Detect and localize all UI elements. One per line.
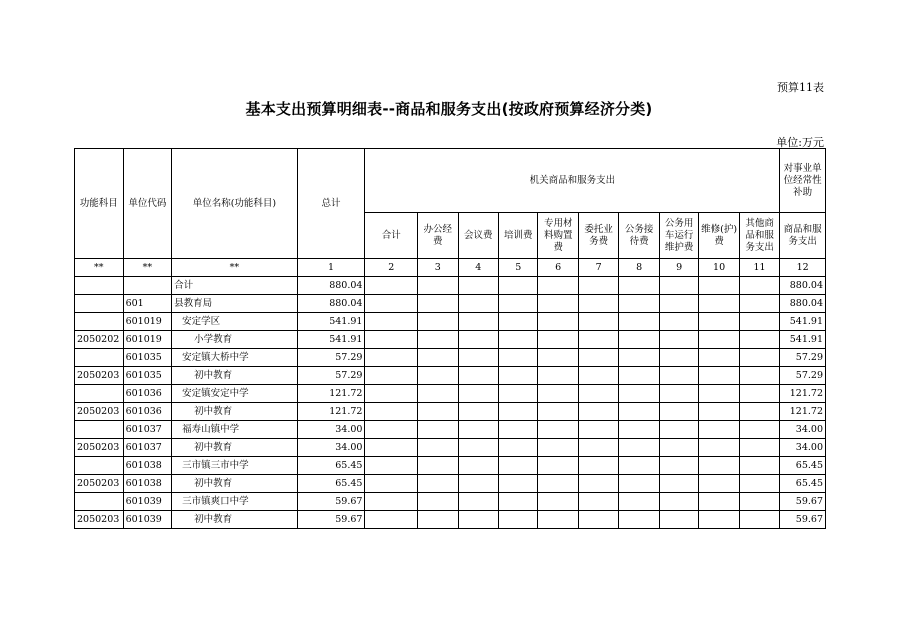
index-cell: 11: [739, 259, 780, 277]
table-row: [75, 331, 826, 349]
cell-goods: 880.04: [780, 295, 826, 313]
cell-empty: [365, 367, 418, 385]
cell-unit-name: 县教育局: [172, 295, 297, 313]
cell-empty: [499, 457, 538, 475]
cell-unit-name: 安定镇安定中学: [172, 385, 297, 403]
cell-empty: [499, 475, 538, 493]
col-header-entrust: 委托业务费: [578, 213, 618, 259]
cell-empty: [418, 349, 458, 367]
cell-empty: [739, 313, 780, 331]
cell-empty: [699, 493, 739, 511]
cell-empty: [499, 403, 538, 421]
cell-empty: [538, 349, 578, 367]
cell-unit-code: 601036: [123, 403, 172, 421]
cell-empty: [458, 511, 498, 529]
cell-empty: [659, 277, 698, 295]
cell-empty: [739, 385, 780, 403]
col-header-office: 办公经费: [418, 213, 458, 259]
header-row-1: [75, 149, 826, 213]
cell-empty: [538, 277, 578, 295]
col-header-meeting: 会议费: [458, 213, 498, 259]
cell-goods: 34.00: [780, 421, 826, 439]
cell-empty: [619, 511, 659, 529]
cell-empty: [578, 493, 618, 511]
cell-empty: [365, 349, 418, 367]
cell-empty: [578, 385, 618, 403]
cell-empty: [418, 313, 458, 331]
cell-unit-code: 601037: [123, 439, 172, 457]
cell-empty: [739, 421, 780, 439]
table-row: [75, 295, 826, 313]
cell-unit-name: 安定镇大桥中学: [172, 349, 297, 367]
cell-total: 57.29: [297, 349, 365, 367]
col-header-other: 其他商品和服务支出: [739, 213, 780, 259]
cell-goods: 121.72: [780, 403, 826, 421]
cell-empty: [619, 493, 659, 511]
cell-empty: [578, 475, 618, 493]
cell-empty: [538, 367, 578, 385]
cell-empty: [499, 421, 538, 439]
cell-unit-code: [123, 277, 172, 295]
cell-empty: [418, 367, 458, 385]
cell-empty: [659, 421, 698, 439]
cell-goods: 59.67: [780, 511, 826, 529]
cell-goods: 121.72: [780, 385, 826, 403]
table-row: [75, 475, 826, 493]
cell-empty: [499, 295, 538, 313]
cell-unit-name: 福寿山镇中学: [172, 421, 297, 439]
cell-empty: [699, 457, 739, 475]
cell-empty: [659, 331, 698, 349]
cell-empty: [619, 349, 659, 367]
cell-empty: [418, 511, 458, 529]
index-cell: 4: [458, 259, 498, 277]
cell-unit-code: 601039: [123, 511, 172, 529]
cell-empty: [538, 511, 578, 529]
index-cell: **: [75, 259, 124, 277]
cell-unit-name: 小学教育: [172, 331, 297, 349]
cell-empty: [458, 367, 498, 385]
cell-empty: [578, 439, 618, 457]
cell-empty: [578, 295, 618, 313]
table-row: [75, 367, 826, 385]
cell-unit-code: 601037: [123, 421, 172, 439]
cell-func-code: [75, 277, 124, 295]
cell-empty: [418, 493, 458, 511]
cell-unit-code: 601035: [123, 349, 172, 367]
cell-empty: [739, 493, 780, 511]
cell-empty: [499, 367, 538, 385]
cell-empty: [458, 385, 498, 403]
cell-unit-name: 初中教育: [172, 475, 297, 493]
cell-empty: [619, 457, 659, 475]
cell-empty: [458, 493, 498, 511]
cell-empty: [578, 349, 618, 367]
cell-empty: [458, 403, 498, 421]
cell-empty: [499, 331, 538, 349]
cell-empty: [619, 421, 659, 439]
index-cell: 12: [780, 259, 826, 277]
cell-empty: [578, 511, 618, 529]
cell-total: 121.72: [297, 385, 365, 403]
cell-unit-code: 601039: [123, 493, 172, 511]
cell-empty: [499, 493, 538, 511]
col-header-reception: 公务接待费: [619, 213, 659, 259]
cell-empty: [659, 295, 698, 313]
cell-empty: [578, 331, 618, 349]
cell-empty: [418, 403, 458, 421]
index-cell: **: [172, 259, 297, 277]
index-cell: **: [123, 259, 172, 277]
cell-empty: [699, 313, 739, 331]
cell-total: 121.72: [297, 403, 365, 421]
page-title: 基本支出预算明细表--商品和服务支出(按政府预算经济分类): [245, 100, 653, 118]
cell-empty: [619, 331, 659, 349]
cell-empty: [578, 403, 618, 421]
cell-empty: [659, 493, 698, 511]
cell-empty: [418, 277, 458, 295]
cell-unit-code: 601035: [123, 367, 172, 385]
cell-empty: [365, 277, 418, 295]
cell-empty: [578, 367, 618, 385]
cell-empty: [659, 511, 698, 529]
cell-total: 57.29: [297, 367, 365, 385]
cell-goods: 59.67: [780, 493, 826, 511]
cell-empty: [659, 457, 698, 475]
cell-func-code: 2050203: [75, 511, 124, 529]
cell-empty: [699, 511, 739, 529]
cell-unit-name: 三市镇爽口中学: [172, 493, 297, 511]
cell-empty: [499, 385, 538, 403]
col-header-goods: 商品和服务支出: [780, 213, 826, 259]
cell-empty: [418, 439, 458, 457]
cell-unit-code: 601036: [123, 385, 172, 403]
cell-empty: [418, 331, 458, 349]
table-row: [75, 349, 826, 367]
cell-goods: 57.29: [780, 367, 826, 385]
cell-unit-code: 601038: [123, 475, 172, 493]
col-header-unit-name: 单位名称(功能科目): [172, 149, 297, 259]
cell-unit-name: 三市镇三市中学: [172, 457, 297, 475]
cell-empty: [578, 421, 618, 439]
cell-total: 34.00: [297, 439, 365, 457]
cell-unit-name: 初中教育: [172, 439, 297, 457]
cell-empty: [739, 511, 780, 529]
cell-func-code: 2050203: [75, 475, 124, 493]
cell-empty: [499, 349, 538, 367]
cell-empty: [365, 295, 418, 313]
cell-empty: [619, 385, 659, 403]
cell-empty: [499, 511, 538, 529]
cell-func-code: 2050202: [75, 331, 124, 349]
index-cell: 2: [365, 259, 418, 277]
cell-empty: [538, 295, 578, 313]
cell-total: 541.91: [297, 313, 365, 331]
cell-unit-code: 601019: [123, 313, 172, 331]
cell-total: 65.45: [297, 457, 365, 475]
cell-empty: [699, 331, 739, 349]
cell-total: 880.04: [297, 295, 365, 313]
cell-empty: [619, 475, 659, 493]
cell-empty: [699, 367, 739, 385]
form-number: 预算11表: [777, 81, 824, 94]
cell-empty: [458, 277, 498, 295]
cell-empty: [578, 457, 618, 475]
cell-empty: [365, 331, 418, 349]
cell-empty: [739, 475, 780, 493]
cell-empty: [659, 349, 698, 367]
col-header-group-sub: 对事业单位经常性补助: [780, 149, 826, 213]
unit-label: 单位:万元: [776, 136, 824, 149]
index-cell: 5: [499, 259, 538, 277]
cell-goods: 57.29: [780, 349, 826, 367]
col-header-heji: 合计: [365, 213, 418, 259]
cell-empty: [365, 475, 418, 493]
cell-empty: [699, 475, 739, 493]
cell-empty: [538, 385, 578, 403]
cell-empty: [659, 367, 698, 385]
cell-unit-name: 安定学区: [172, 313, 297, 331]
budget-table: [74, 148, 826, 529]
cell-empty: [365, 439, 418, 457]
cell-empty: [365, 493, 418, 511]
cell-func-code: [75, 385, 124, 403]
cell-empty: [619, 367, 659, 385]
cell-empty: [458, 439, 498, 457]
cell-total: 880.04: [297, 277, 365, 295]
cell-func-code: 2050203: [75, 403, 124, 421]
index-cell: 1: [297, 259, 365, 277]
cell-empty: [699, 403, 739, 421]
cell-func-code: [75, 295, 124, 313]
cell-empty: [418, 295, 458, 313]
col-header-vehicle: 公务用车运行维护费: [659, 213, 698, 259]
cell-empty: [538, 313, 578, 331]
cell-goods: 34.00: [780, 439, 826, 457]
cell-empty: [699, 349, 739, 367]
index-cell: 3: [418, 259, 458, 277]
cell-func-code: [75, 457, 124, 475]
cell-empty: [458, 421, 498, 439]
table-row: [75, 439, 826, 457]
cell-empty: [458, 349, 498, 367]
cell-empty: [365, 385, 418, 403]
cell-func-code: [75, 349, 124, 367]
table-row: [75, 511, 826, 529]
cell-empty: [699, 277, 739, 295]
cell-total: 59.67: [297, 493, 365, 511]
cell-empty: [659, 313, 698, 331]
cell-empty: [659, 439, 698, 457]
cell-goods: 541.91: [780, 331, 826, 349]
cell-empty: [578, 277, 618, 295]
table-row: [75, 277, 826, 295]
cell-empty: [458, 331, 498, 349]
col-header-repair: 维修(护)费: [699, 213, 739, 259]
cell-total: 65.45: [297, 475, 365, 493]
cell-empty: [499, 313, 538, 331]
table-row: [75, 493, 826, 511]
cell-empty: [699, 295, 739, 313]
col-header-training: 培训费: [499, 213, 538, 259]
index-cell: 8: [619, 259, 659, 277]
cell-empty: [739, 457, 780, 475]
cell-empty: [458, 313, 498, 331]
cell-empty: [619, 277, 659, 295]
table-row: [75, 385, 826, 403]
cell-empty: [538, 439, 578, 457]
table-row: [75, 403, 826, 421]
cell-empty: [458, 457, 498, 475]
cell-goods: 541.91: [780, 313, 826, 331]
cell-empty: [619, 403, 659, 421]
index-cell: 10: [699, 259, 739, 277]
cell-total: 34.00: [297, 421, 365, 439]
cell-unit-code: 601038: [123, 457, 172, 475]
cell-empty: [619, 295, 659, 313]
cell-empty: [458, 295, 498, 313]
cell-empty: [699, 439, 739, 457]
index-row: [75, 259, 826, 277]
cell-empty: [659, 403, 698, 421]
cell-total: 541.91: [297, 331, 365, 349]
cell-empty: [365, 313, 418, 331]
table-row: [75, 457, 826, 475]
cell-empty: [739, 439, 780, 457]
cell-empty: [418, 421, 458, 439]
cell-empty: [365, 511, 418, 529]
cell-unit-code: 601: [123, 295, 172, 313]
cell-empty: [538, 457, 578, 475]
index-cell: 6: [538, 259, 578, 277]
cell-empty: [578, 313, 618, 331]
cell-empty: [538, 331, 578, 349]
cell-empty: [365, 403, 418, 421]
cell-unit-name: 初中教育: [172, 367, 297, 385]
cell-goods: 65.45: [780, 475, 826, 493]
cell-empty: [659, 385, 698, 403]
col-header-materials: 专用材料购置费: [538, 213, 578, 259]
cell-empty: [365, 421, 418, 439]
table-row: [75, 421, 826, 439]
cell-func-code: [75, 313, 124, 331]
cell-goods: 65.45: [780, 457, 826, 475]
cell-unit-name: 初中教育: [172, 511, 297, 529]
cell-empty: [619, 439, 659, 457]
cell-empty: [418, 475, 458, 493]
cell-empty: [499, 439, 538, 457]
cell-func-code: 2050203: [75, 367, 124, 385]
cell-empty: [739, 367, 780, 385]
cell-empty: [458, 475, 498, 493]
cell-empty: [365, 457, 418, 475]
col-header-total: 总计: [297, 149, 365, 259]
cell-total: 59.67: [297, 511, 365, 529]
cell-empty: [538, 475, 578, 493]
cell-func-code: [75, 493, 124, 511]
col-header-func-code: 功能科目: [75, 149, 124, 259]
index-cell: 7: [578, 259, 618, 277]
cell-func-code: [75, 421, 124, 439]
cell-empty: [538, 403, 578, 421]
col-header-unit-code: 单位代码: [123, 149, 172, 259]
cell-empty: [739, 295, 780, 313]
cell-empty: [699, 385, 739, 403]
cell-empty: [499, 277, 538, 295]
cell-empty: [659, 475, 698, 493]
col-header-group-org: 机关商品和服务支出: [365, 149, 780, 213]
cell-empty: [538, 493, 578, 511]
index-cell: 9: [659, 259, 698, 277]
cell-func-code: 2050203: [75, 439, 124, 457]
cell-goods: 880.04: [780, 277, 826, 295]
cell-empty: [418, 385, 458, 403]
cell-empty: [739, 403, 780, 421]
cell-unit-name: 初中教育: [172, 403, 297, 421]
cell-unit-name: 合计: [172, 277, 297, 295]
table-row: [75, 313, 826, 331]
cell-empty: [739, 349, 780, 367]
cell-empty: [619, 313, 659, 331]
cell-empty: [699, 421, 739, 439]
cell-empty: [538, 421, 578, 439]
cell-empty: [418, 457, 458, 475]
cell-unit-code: 601019: [123, 331, 172, 349]
cell-empty: [739, 277, 780, 295]
cell-empty: [739, 331, 780, 349]
